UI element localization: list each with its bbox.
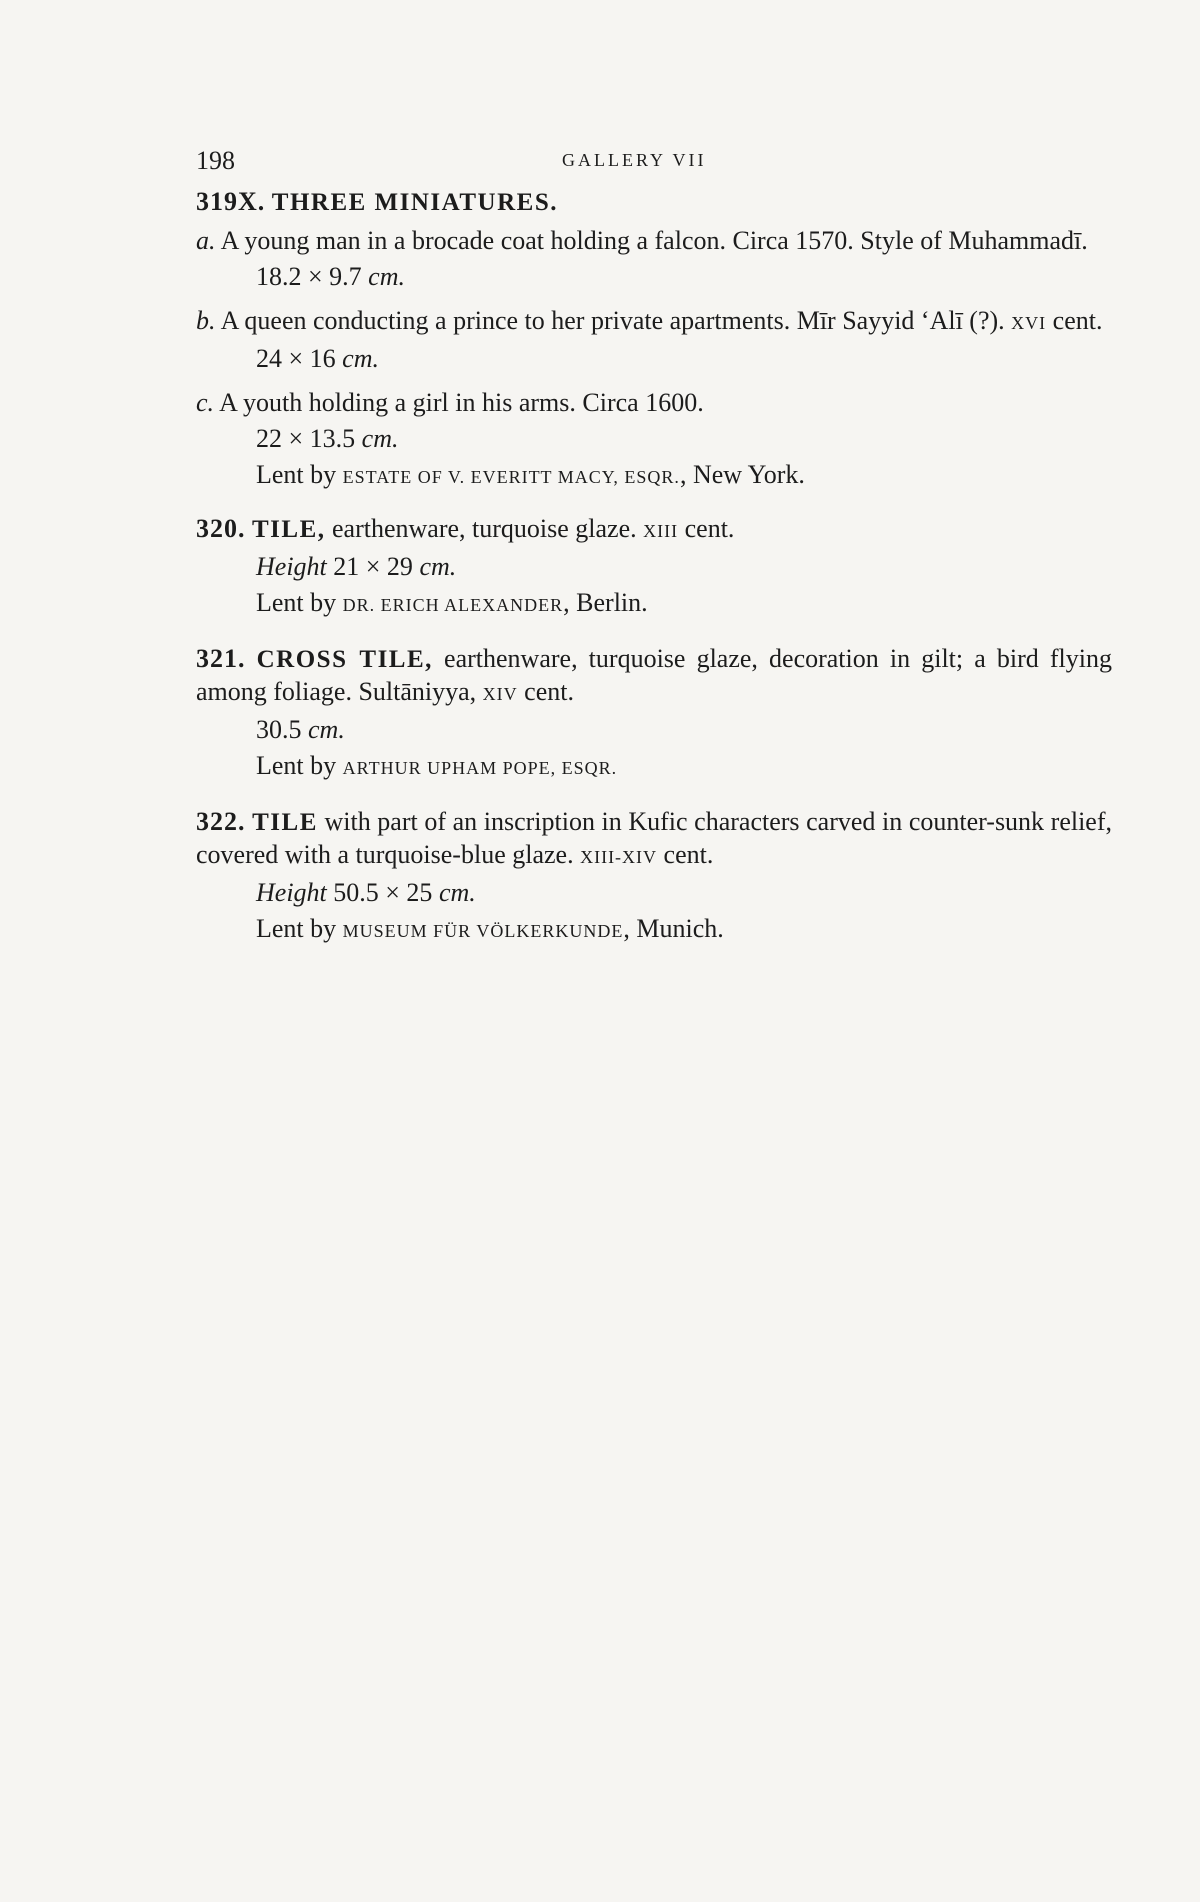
item-a-dimensions bbox=[196, 261, 1112, 293]
gallery-title: GALLERY VII bbox=[562, 150, 707, 170]
item-text: A youth holding a girl in his arms. Circa 1600. bbox=[219, 388, 704, 417]
lent-by-label: Lent by bbox=[256, 914, 337, 943]
height-label: Height bbox=[256, 878, 327, 907]
dimension-value: 22 × 13.5 bbox=[256, 424, 356, 453]
entry-heading: TILE bbox=[252, 809, 318, 836]
century-numeral: XVI bbox=[1011, 313, 1047, 333]
century-numeral: XIV bbox=[482, 684, 518, 704]
dimension-unit: cm. bbox=[361, 424, 399, 453]
century-suffix: cent. bbox=[524, 677, 574, 706]
height-label: Height bbox=[256, 552, 327, 581]
page-number: 198 bbox=[196, 146, 235, 175]
dimension-unit: cm. bbox=[342, 344, 379, 373]
lender-place: , New York. bbox=[679, 460, 805, 489]
lender-line bbox=[196, 913, 1112, 947]
item-c-dimensions bbox=[196, 423, 1112, 455]
entry-heading: TILE, bbox=[252, 516, 326, 543]
dimension-value: 30.5 bbox=[256, 715, 302, 744]
lent-by-label: Lent by bbox=[256, 460, 337, 489]
lent-by-label: Lent by bbox=[256, 751, 337, 780]
entry-description: with part of an inscription in Kufic characters carved in counter-sunk relief, covered with a turquoise-blue glaze. bbox=[196, 807, 1113, 869]
century-numeral: XIII-XIV bbox=[580, 847, 658, 867]
lender-line bbox=[196, 459, 1112, 493]
lender-line bbox=[196, 750, 1112, 784]
entry-number: 320. bbox=[196, 514, 246, 543]
dimension-unit: cm. bbox=[308, 715, 345, 744]
entry-321-dimensions bbox=[196, 714, 1112, 746]
item-b bbox=[196, 305, 1112, 339]
entry-320-dimensions bbox=[196, 551, 1112, 583]
entry-number: 319X. bbox=[196, 187, 266, 216]
entry-description: earthenware, turquoise glaze. bbox=[332, 514, 637, 543]
item-a bbox=[196, 225, 1112, 257]
item-c bbox=[196, 387, 1112, 419]
dimension-unit: cm. bbox=[438, 878, 476, 907]
dimension-unit: cm. bbox=[419, 552, 457, 581]
century-suffix: cent. bbox=[663, 840, 714, 869]
entry-322-dimensions bbox=[196, 877, 1112, 909]
lender-place: , Berlin. bbox=[563, 588, 648, 617]
dimension-value: 18.2 × 9.7 bbox=[256, 262, 362, 291]
dimension-value: 24 × 16 bbox=[256, 344, 336, 373]
item-text: A queen conducting a prince to her private apartments. Mīr Sayyid ‘Alī (?). bbox=[220, 306, 1005, 335]
entry-heading: CROSS TILE, bbox=[256, 646, 433, 673]
item-label: c. bbox=[196, 388, 215, 417]
lender-name: DR. ERICH ALEXANDER bbox=[342, 595, 564, 615]
dimension-value: 21 × 29 bbox=[333, 552, 413, 581]
entry-320 bbox=[196, 513, 1112, 547]
lender-name: MUSEUM FÜR VÖLKERKUNDE bbox=[342, 921, 624, 941]
century-suffix: cent. bbox=[684, 514, 735, 543]
lender-name: ARTHUR UPHAM POPE, ESQR. bbox=[342, 758, 618, 778]
lent-by-label: Lent by bbox=[256, 588, 337, 617]
item-label: a. bbox=[196, 226, 216, 255]
entry-322 bbox=[196, 806, 1112, 873]
lender-line bbox=[196, 587, 1112, 621]
entry-number: 322. bbox=[196, 807, 246, 836]
lender-place: , Munich. bbox=[623, 914, 724, 943]
item-b-dimensions bbox=[196, 343, 1112, 375]
dimension-value: 50.5 × 25 bbox=[333, 878, 433, 907]
century-numeral: XIII bbox=[643, 521, 679, 541]
entry-319x bbox=[196, 186, 1112, 219]
lender-name: ESTATE OF V. EVERITT MACY, ESQR. bbox=[342, 467, 680, 487]
entry-description: earthenware, turquoise glaze, decoration in gilt; a bird flying among foliage. Sultāniyya, bbox=[196, 644, 1113, 706]
entry-heading: THREE MINIATURES. bbox=[271, 189, 558, 216]
item-text: A young man in a brocade coat holding a falcon. Circa 1570. Style of Muhammadī. bbox=[220, 226, 1088, 255]
entry-321 bbox=[196, 643, 1112, 710]
century-suffix: cent. bbox=[1052, 306, 1103, 335]
entry-number: 321. bbox=[196, 644, 246, 673]
item-label: b. bbox=[196, 306, 216, 335]
catalogue-page bbox=[196, 146, 1112, 947]
dimension-unit: cm. bbox=[368, 262, 405, 291]
running-head bbox=[196, 146, 1112, 176]
